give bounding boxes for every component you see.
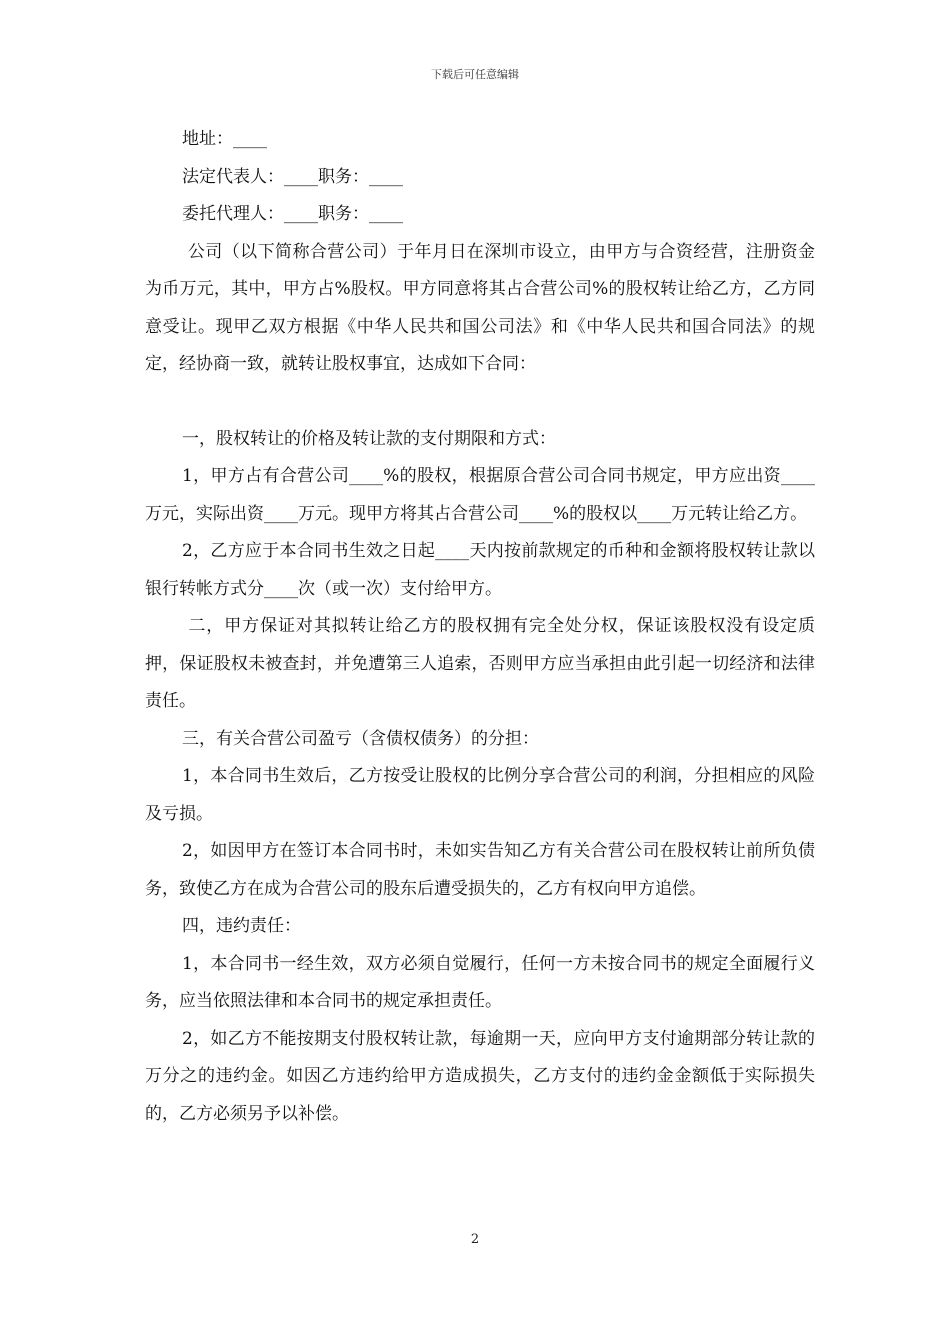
authorized-agent-line: 委托代理人：____职务：____ xyxy=(182,204,403,224)
section-4-heading: 四，违约责任： xyxy=(182,916,301,936)
document-body xyxy=(145,121,815,1133)
legal-representative-line: 法定代表人：____职务：____ xyxy=(182,166,403,187)
page-number: 2 xyxy=(470,1232,480,1247)
section-3-clause-2: 2，如因甲方在签订本合同书时，未如实告知乙方有关合营公司在股权转让前所负债务，致使乙方在成为合营公司的股东后遭受损失的，乙方有权向甲方追偿。 xyxy=(145,841,815,899)
address-line: 地址：____ xyxy=(182,129,267,149)
section-4-clause-1: 1，本合同书一经生效，双方必须自觉履行，任何一方未按合同书的规定全面履行义务，应当依照法律和本合同书的规定承担责任。 xyxy=(145,953,815,1011)
page-header: 下载后可任意编辑 xyxy=(431,68,519,81)
section-1-clause-2: 2，乙方应于本合同书生效之日起____天内按前款规定的币种和金额将股权转让款以银行转帐方式分____次（或一次）支付给甲方。 xyxy=(145,541,815,599)
section-3-heading: 三，有关合营公司盈亏（含债权债务）的分担： xyxy=(182,728,539,749)
section-3-clause-1: 1，本合同书生效后，乙方按受让股权的比例分享合营公司的利润，分担相应的风险及亏损。 xyxy=(145,766,815,824)
section-2-paragraph: 二，甲方保证对其拟转让给乙方的股权拥有完全处分权，保证该股权没有设定质押，保证股权未被查封，并免遭第三人追索，否则甲方应当承担由此引起一切经济和法律责任。 xyxy=(145,616,816,711)
section-1-heading: 一，股权转让的价格及转让款的支付期限和方式： xyxy=(182,428,556,449)
preamble-paragraph: 公司（以下简称合营公司）于年月日在深圳市设立，由甲方与合资经营，注册资金为币万元，其中，甲方占%股权。甲方同意将其占合营公司%的股权转让给乙方，乙方同意受让。现甲乙双方根据《中华人民共和国公司法》和《中华人民共和国合同法》的规定，经协商一致，就转让股权事宜，达成如下合同： xyxy=(145,241,816,374)
section-1-clause-1: 1，甲方占有合营公司____%的股权，根据原合营公司合同书规定，甲方应出资____万元，实际出资____万元。现甲方将其占合营公司____%的股权以____万元转让给乙方。 xyxy=(145,466,815,524)
section-4-clause-2: 2，如乙方不能按期支付股权转让款，每逾期一天，应向甲方支付逾期部分转让款的万分之的违约金。如因乙方违约给甲方造成损失，乙方支付的违约金金额低于实际损失的，乙方必须另予以补偿。 xyxy=(145,1028,815,1124)
